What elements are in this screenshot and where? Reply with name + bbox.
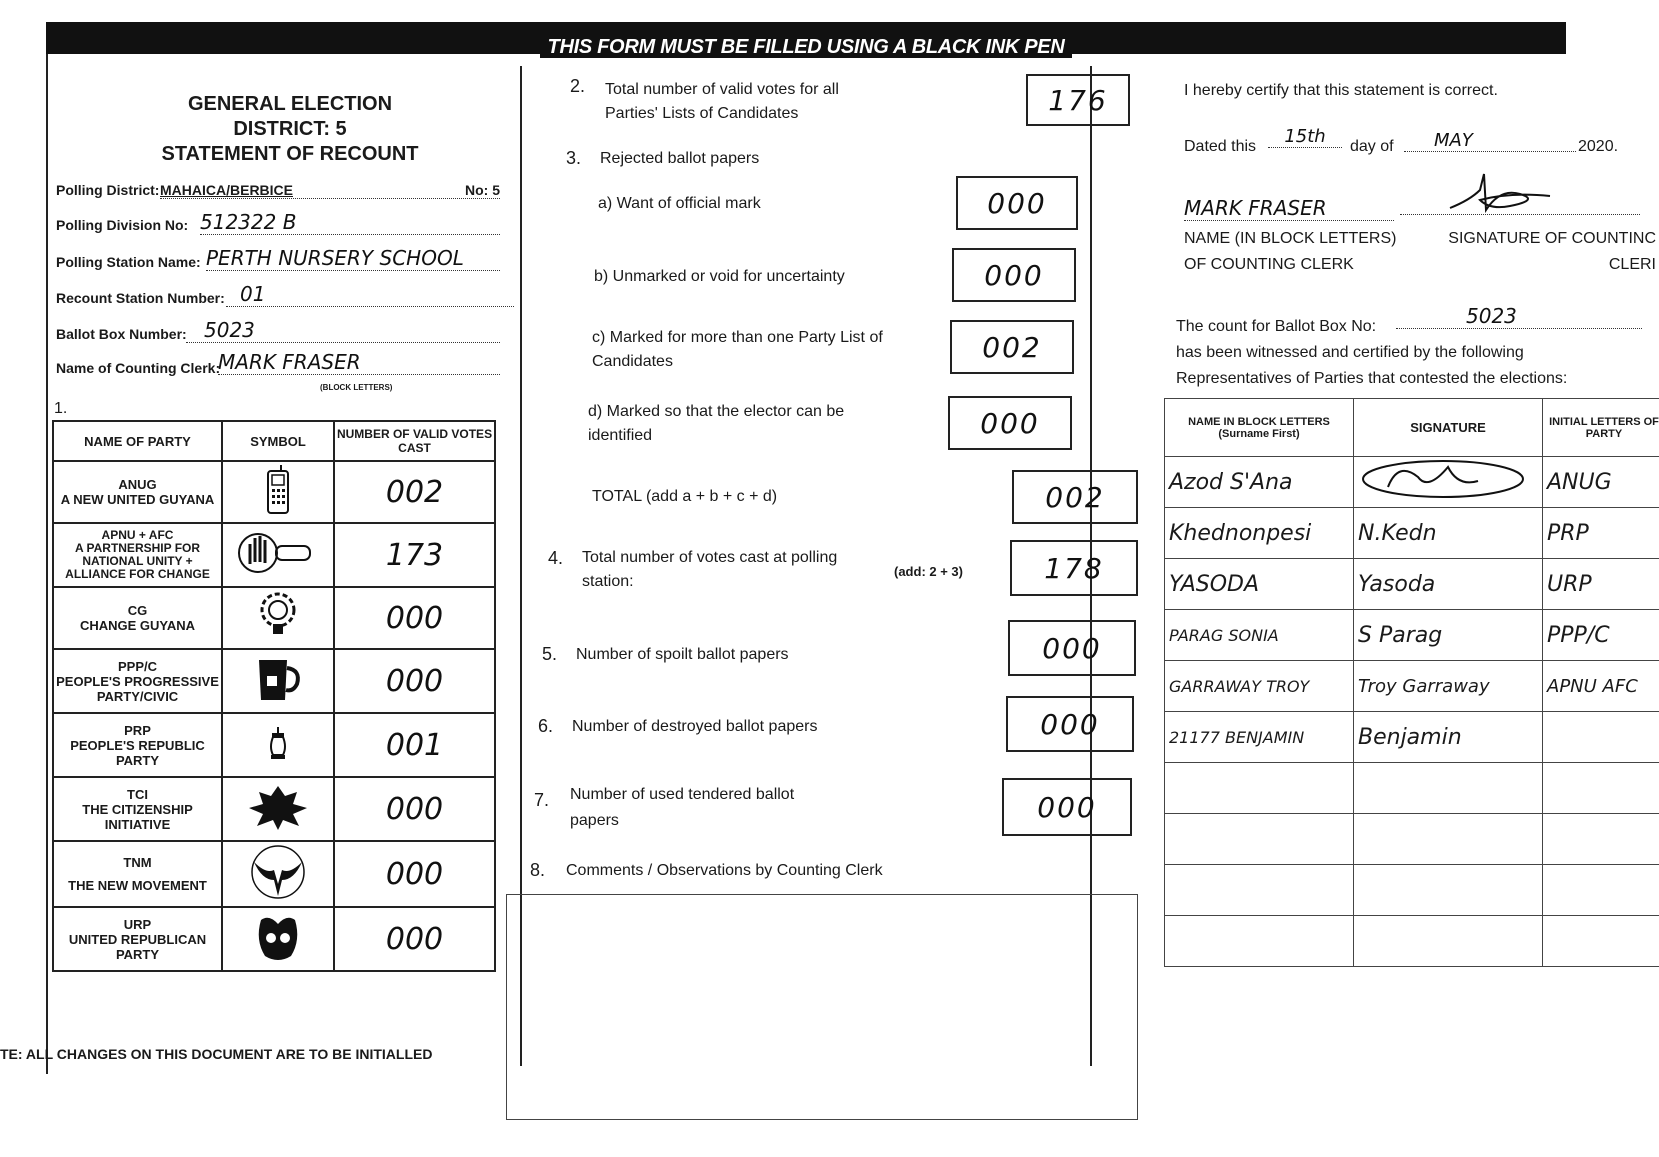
- party-name-cell: PRP PEOPLE'S REPUBLIC PARTY: [53, 713, 222, 777]
- party-votes-table: [52, 420, 496, 972]
- tree-icon: [222, 777, 334, 841]
- party-votes-cell[interactable]: 000: [334, 777, 495, 841]
- party-name-cell: ANUG A NEW UNITED GUYANA: [53, 461, 222, 523]
- rejected-b-label: b) Unmarked or void for uncertainty: [594, 268, 845, 285]
- rejected-total-box[interactable]: 002: [1012, 470, 1138, 524]
- polling-district-value[interactable]: MAHAICA/BERBICE No: 5: [160, 182, 500, 198]
- rep-row: [1165, 661, 1659, 712]
- party-row: [53, 461, 495, 523]
- rep-signature[interactable]: Troy Garraway: [1354, 661, 1543, 712]
- counting-clerk-value[interactable]: MARK FRASER: [218, 350, 500, 375]
- recount-station-value[interactable]: 01: [226, 282, 514, 307]
- signature-scribble-icon: [1358, 457, 1528, 501]
- valid-votes-total-box[interactable]: 176: [1026, 74, 1130, 126]
- destroyed-ballots-box[interactable]: 000: [1006, 696, 1134, 752]
- rep-signature[interactable]: Yasoda: [1354, 559, 1543, 610]
- rep-name[interactable]: [1165, 763, 1354, 814]
- rejected-d-label: d) Marked so that the elector can be identified: [588, 403, 845, 444]
- rep-signature[interactable]: [1354, 457, 1543, 508]
- spoilt-ballots-box[interactable]: 000: [1008, 620, 1136, 676]
- polling-division-value[interactable]: 512322 B: [200, 210, 500, 235]
- section-4-add-note: (add: 2 + 3): [894, 564, 963, 579]
- section-3-label: Rejected ballot papers: [600, 150, 760, 167]
- section-2-label: Total number of valid votes for all Parties' Lists of Candidates: [605, 81, 839, 122]
- rep-name[interactable]: PARAG SONIA: [1165, 610, 1354, 661]
- rejected-c-box[interactable]: 002: [950, 320, 1074, 374]
- rep-name[interactable]: Azod S'Ana: [1165, 457, 1354, 508]
- rep-party[interactable]: PRP: [1543, 508, 1659, 559]
- polling-station-label: Polling Station Name:: [56, 254, 201, 270]
- rep-row: [1165, 763, 1659, 814]
- rep-signature[interactable]: [1354, 916, 1543, 967]
- cup-icon: [222, 649, 334, 713]
- party-votes-cell[interactable]: 001: [334, 713, 495, 777]
- rejected-d-box[interactable]: 000: [948, 396, 1072, 450]
- rep-party[interactable]: [1543, 916, 1659, 967]
- section-5-label: Number of spoilt ballot papers: [576, 646, 789, 663]
- party-votes-cell[interactable]: 002: [334, 461, 495, 523]
- clerk-name-label: NAME (IN BLOCK LETTERS) OF COUNTING CLERK: [1184, 230, 1397, 273]
- rep-party[interactable]: [1543, 865, 1659, 916]
- count-ballot-box-value[interactable]: 5023: [1396, 304, 1642, 329]
- party-name-cell: TCI THE CITIZENSHIP INITIATIVE: [53, 777, 222, 841]
- polling-district-label: Polling District:: [56, 182, 160, 198]
- party-symbol-header: SYMBOL: [222, 421, 334, 461]
- party-votes-cell[interactable]: 000: [334, 587, 495, 649]
- header-line3: STATEMENT OF RECOUNT: [161, 143, 419, 165]
- ballot-box-value[interactable]: 5023: [186, 318, 500, 343]
- party-name-header: NAME OF PARTY: [53, 421, 222, 461]
- rep-name[interactable]: [1165, 916, 1354, 967]
- rep-signature[interactable]: [1354, 814, 1543, 865]
- rep-party[interactable]: [1543, 763, 1659, 814]
- party-votes-cell[interactable]: 000: [334, 841, 495, 907]
- left-border: [46, 54, 48, 1074]
- day-of-label: day of: [1350, 138, 1394, 155]
- party-row: [53, 777, 495, 841]
- form-header: [160, 92, 420, 167]
- rejected-b-box[interactable]: 000: [952, 248, 1076, 302]
- rep-party[interactable]: APNU AFC: [1543, 661, 1659, 712]
- clerk-signature-line: [1400, 214, 1640, 215]
- mobile-phone-icon: [222, 461, 334, 523]
- representatives-table: [1164, 398, 1659, 967]
- party-votes-cell[interactable]: 000: [334, 907, 495, 971]
- rep-name-header: NAME IN BLOCK LETTERS (Surname First): [1165, 399, 1354, 457]
- ballot-box-label: Ballot Box Number:: [56, 326, 187, 342]
- recount-station-label: Recount Station Number:: [56, 290, 225, 306]
- lantern-icon: [222, 713, 334, 777]
- section-6-number: 6.: [538, 716, 554, 736]
- rep-party[interactable]: ANUG: [1543, 457, 1659, 508]
- rep-party[interactable]: [1543, 712, 1659, 763]
- party-row: [53, 907, 495, 971]
- rep-name[interactable]: [1165, 814, 1354, 865]
- party-name-cell: APNU + AFC A PARTNERSHIP FOR NATIONAL UNITY + ALLIANCE FOR CHANGE: [53, 523, 222, 587]
- rep-signature[interactable]: Benjamin: [1354, 712, 1543, 763]
- votes-cast-total-box[interactable]: 178: [1010, 540, 1138, 596]
- header-line1: GENERAL ELECTION: [187, 93, 393, 115]
- rep-name[interactable]: Khednonpesi: [1165, 508, 1354, 559]
- polling-station-value[interactable]: PERTH NURSERY SCHOOL: [206, 246, 500, 271]
- header-line2: DISTRICT: 5: [233, 118, 347, 140]
- party-name-cell: TNM THE NEW MOVEMENT: [53, 841, 222, 907]
- section-6-label: Number of destroyed ballot papers: [572, 718, 818, 735]
- dated-month[interactable]: MAY: [1404, 130, 1576, 152]
- rep-row: [1165, 865, 1659, 916]
- section-1-label: 1.: [54, 400, 68, 417]
- rejected-c-label: c) Marked for more than one Party List of Candidates: [592, 329, 883, 370]
- animal-head-icon: [222, 907, 334, 971]
- count-ballot-box-label: The count for Ballot Box No:: [1176, 318, 1377, 335]
- block-letters-note: (BLOCK LETTERS): [320, 383, 393, 392]
- rep-name[interactable]: 21177 BENJAMIN: [1165, 712, 1354, 763]
- rep-signature[interactable]: [1354, 763, 1543, 814]
- party-votes-cell[interactable]: 173: [334, 523, 495, 587]
- party-votes-cell[interactable]: 000: [334, 649, 495, 713]
- rep-signature-header: SIGNATURE: [1354, 399, 1543, 457]
- party-row: [53, 649, 495, 713]
- section-7-label: Number of used tendered ballot papers: [570, 786, 795, 829]
- district-no: No: 5: [465, 182, 500, 198]
- section-8-label: Comments / Observations by Counting Clerk: [566, 862, 883, 879]
- rep-signature[interactable]: N.Kedn: [1354, 508, 1543, 559]
- clerk-name-value[interactable]: MARK FRASER: [1184, 196, 1394, 221]
- party-votes-header: NUMBER OF VALID VOTES CAST: [334, 421, 495, 461]
- rep-row: [1165, 457, 1659, 508]
- rejected-total-label: TOTAL (add a + b + c + d): [592, 488, 778, 505]
- rep-row: [1165, 814, 1659, 865]
- party-name-cell: CG CHANGE GUYANA: [53, 587, 222, 649]
- dated-label: Dated this: [1184, 138, 1257, 155]
- rep-name[interactable]: YASODA: [1165, 559, 1354, 610]
- eagle-icon: [222, 841, 334, 907]
- rep-row: [1165, 508, 1659, 559]
- section-8-number: 8.: [530, 860, 546, 880]
- certify-statement: I hereby certify that this statement is correct.: [1184, 82, 1498, 99]
- rep-signature[interactable]: S Parag: [1354, 610, 1543, 661]
- section-4-label: Total number of votes cast at polling station:: [582, 549, 838, 590]
- party-row: [53, 523, 495, 587]
- rep-party[interactable]: [1543, 814, 1659, 865]
- clerk-signature-label: SIGNATURE OF COUNTINC CLERI: [1448, 230, 1656, 273]
- party-name-cell: URP UNITED REPUBLICAN PARTY: [53, 907, 222, 971]
- section-3-number: 3.: [566, 148, 582, 168]
- rep-row: [1165, 712, 1659, 763]
- rep-row: [1165, 610, 1659, 661]
- lightbulb-icon: [222, 587, 334, 649]
- party-row: [53, 841, 495, 907]
- party-row: [53, 587, 495, 649]
- party-name-cell: PPP/C PEOPLE'S PROGRESSIVE PARTY/CIVIC: [53, 649, 222, 713]
- clerk-signature-icon: [1440, 170, 1560, 220]
- changes-note: TE: ALL CHANGES ON THIS DOCUMENT ARE TO BE INITIALLED: [0, 1046, 433, 1062]
- dated-day[interactable]: 15th: [1268, 126, 1342, 148]
- hand-key-icon: [222, 523, 334, 587]
- rejected-a-box[interactable]: 000: [956, 176, 1078, 230]
- party-row: [53, 713, 495, 777]
- polling-division-label: Polling Division No:: [56, 217, 189, 233]
- rep-signature[interactable]: [1354, 865, 1543, 916]
- rep-party[interactable]: URP: [1543, 559, 1659, 610]
- rep-name[interactable]: [1165, 865, 1354, 916]
- section-7-number: 7.: [534, 790, 550, 810]
- rep-party[interactable]: PPP/C: [1543, 610, 1659, 661]
- witness-line-1: has been witnessed and certified by the following: [1176, 344, 1524, 361]
- rep-name[interactable]: GARRAWAY TROY: [1165, 661, 1354, 712]
- rep-row: [1165, 916, 1659, 967]
- comments-textarea[interactable]: [506, 894, 1138, 1120]
- section-4-number: 4.: [548, 548, 564, 568]
- witness-line-2: Representatives of Parties that contested the elections:: [1176, 370, 1568, 387]
- rejected-a-label: a) Want of official mark: [598, 195, 761, 212]
- section-5-number: 5.: [542, 644, 558, 664]
- tendered-ballots-box[interactable]: 000: [1002, 778, 1132, 836]
- rep-party-header: INITIAL LETTERS OF PARTY: [1543, 399, 1659, 457]
- counting-clerk-label: Name of Counting Clerk:: [56, 360, 221, 376]
- dated-year: 2020.: [1578, 138, 1619, 155]
- form-banner: THIS FORM MUST BE FILLED USING A BLACK INK PEN: [46, 36, 1566, 59]
- section-2-number: 2.: [570, 76, 586, 96]
- rep-row: [1165, 559, 1659, 610]
